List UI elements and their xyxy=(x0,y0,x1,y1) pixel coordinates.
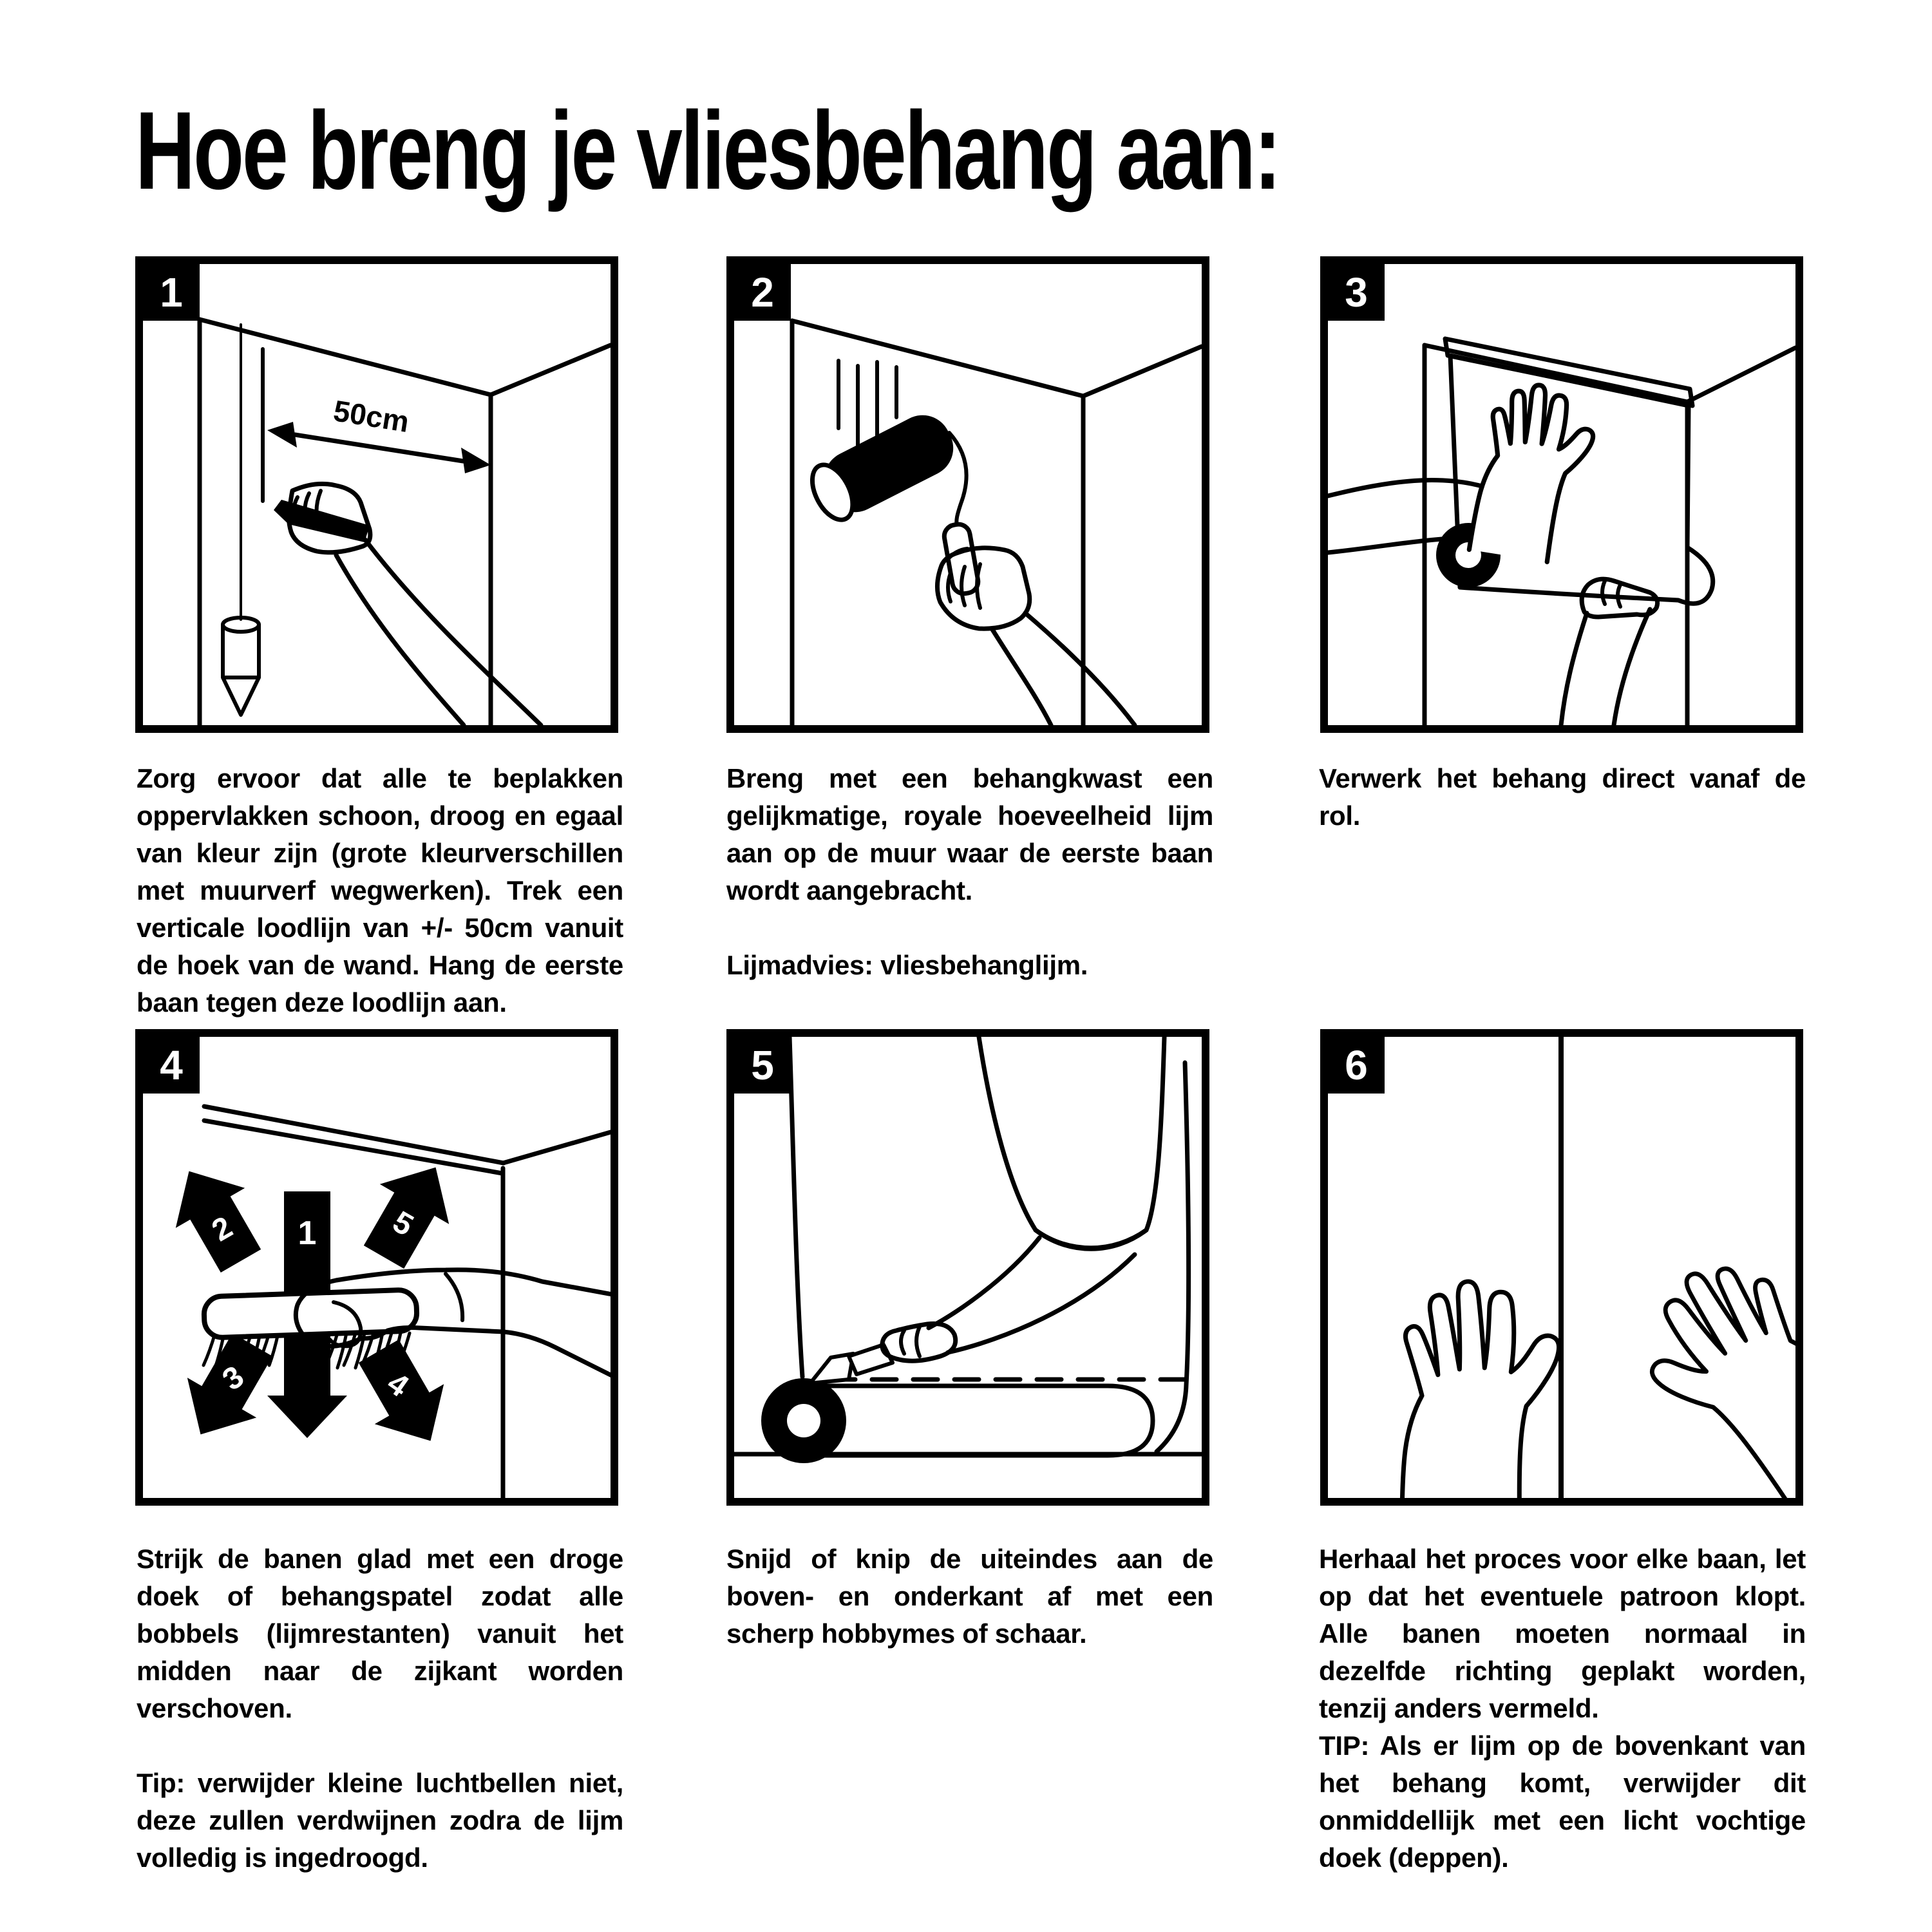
step-panel-3 xyxy=(1320,256,1803,733)
wallpaper-roll-icon xyxy=(761,1378,846,1463)
caption-step-6 xyxy=(1319,1540,1806,1877)
right-pressing-hand xyxy=(1618,1238,1795,1498)
caption-step-5 xyxy=(726,1540,1213,1653)
arrow-label-3: 3 xyxy=(216,1359,251,1397)
arrow-label-4: 4 xyxy=(381,1366,415,1404)
step-number: 4 xyxy=(160,1042,183,1088)
step-number-badge xyxy=(734,264,791,321)
glue-roller-illustration xyxy=(734,264,1202,725)
step-number-badge xyxy=(143,264,200,321)
caption-step-1 xyxy=(137,760,623,1021)
arrow-label-5: 5 xyxy=(386,1204,419,1244)
step-number-badge xyxy=(1328,264,1385,321)
caption-tip-text: Lijmadvies: vliesbehanglijm. xyxy=(726,950,1088,980)
arm xyxy=(992,613,1135,725)
step-number-badge xyxy=(1328,1037,1385,1094)
sleeve xyxy=(979,1037,1164,1248)
step-number-badge xyxy=(143,1037,200,1094)
arm xyxy=(1561,609,1650,725)
pressing-hand xyxy=(1469,378,1600,566)
plumb-line-illustration xyxy=(143,264,611,725)
step-panel-2 xyxy=(726,256,1209,733)
arm xyxy=(929,1238,1135,1352)
caption-text: Breng met een behangkwast een gelijkmatige, royale hoeveelheid lijm aan op de muur waar de eerste baan wordt aangebracht. xyxy=(726,763,1213,905)
trimming-illustration xyxy=(734,1037,1202,1498)
wallpaper-roll-body xyxy=(802,1386,1153,1455)
caption-text: Herhaal het proces voor elke baan, let op dat het eventuele patroon klopt. Alle banen moeten normaal in dezelfde richting geplakt worden, tenzij anders vermeld. xyxy=(1319,1544,1806,1723)
step-number-badge xyxy=(734,1037,791,1094)
caption-tip-text: Tip: verwijder kleine luchtbellen niet, deze zullen verdwijnen zodra de lijm volledig is ingedroogd. xyxy=(137,1768,623,1873)
step-number: 6 xyxy=(1345,1042,1368,1088)
arm xyxy=(336,540,541,725)
step-number: 5 xyxy=(751,1042,774,1088)
caption-tip-text: TIP: Als er lijm op de bovenkant van het behang komt, verwijder dit onmiddellijk met een licht vochtige doek (deppen). xyxy=(1319,1730,1806,1873)
caption-text: Snijd of knip de uiteindes aan de boven- en onderkant af met een scherp hobbymes of schaar. xyxy=(726,1544,1213,1649)
arrow-label-2: 2 xyxy=(206,1210,239,1249)
arrow-label-1: 1 xyxy=(298,1215,317,1252)
caption-step-2 xyxy=(726,760,1213,984)
step-panel-1 xyxy=(135,256,618,733)
caption-text: Strijk de banen glad met een droge doek of behangspatel zodat alle bobbels (lijmrestanten) vanuit het midden naar de zijkant worden verschoven. xyxy=(137,1544,623,1723)
page-title: Hoe breng je vliesbehang aan: xyxy=(135,89,1280,213)
smoothing-directions-illustration xyxy=(143,1037,611,1498)
measure-label: 50cm xyxy=(331,393,412,439)
step-panel-4 xyxy=(135,1029,618,1506)
hang-from-roll-illustration xyxy=(1328,264,1795,725)
repeat-press-illustration xyxy=(1328,1037,1795,1498)
step-panel-5 xyxy=(726,1029,1209,1506)
plumb-bob xyxy=(223,625,259,715)
left-pressing-hand xyxy=(1402,1282,1559,1498)
step-number: 2 xyxy=(751,269,774,316)
caption-text: Zorg ervoor dat alle te beplakken oppervlakken schoon, droog en egaal van kleur zijn (grote kleurverschillen met muurverf wegwerken). Trek een verticale loodlijn van +/- 50cm vanuit de hoek van de wand. Hang de eerste baan tegen deze loodlijn aan. xyxy=(137,763,623,1018)
step-number: 1 xyxy=(160,269,183,316)
caption-text: Verwerk het behang direct vanaf de rol. xyxy=(1319,763,1806,831)
step-panel-6 xyxy=(1320,1029,1803,1506)
wallpaper-edge xyxy=(790,1037,802,1377)
caption-step-3 xyxy=(1319,760,1806,835)
step-number: 3 xyxy=(1345,269,1368,316)
paint-roller-icon xyxy=(804,406,963,528)
caption-step-4 xyxy=(137,1540,623,1877)
